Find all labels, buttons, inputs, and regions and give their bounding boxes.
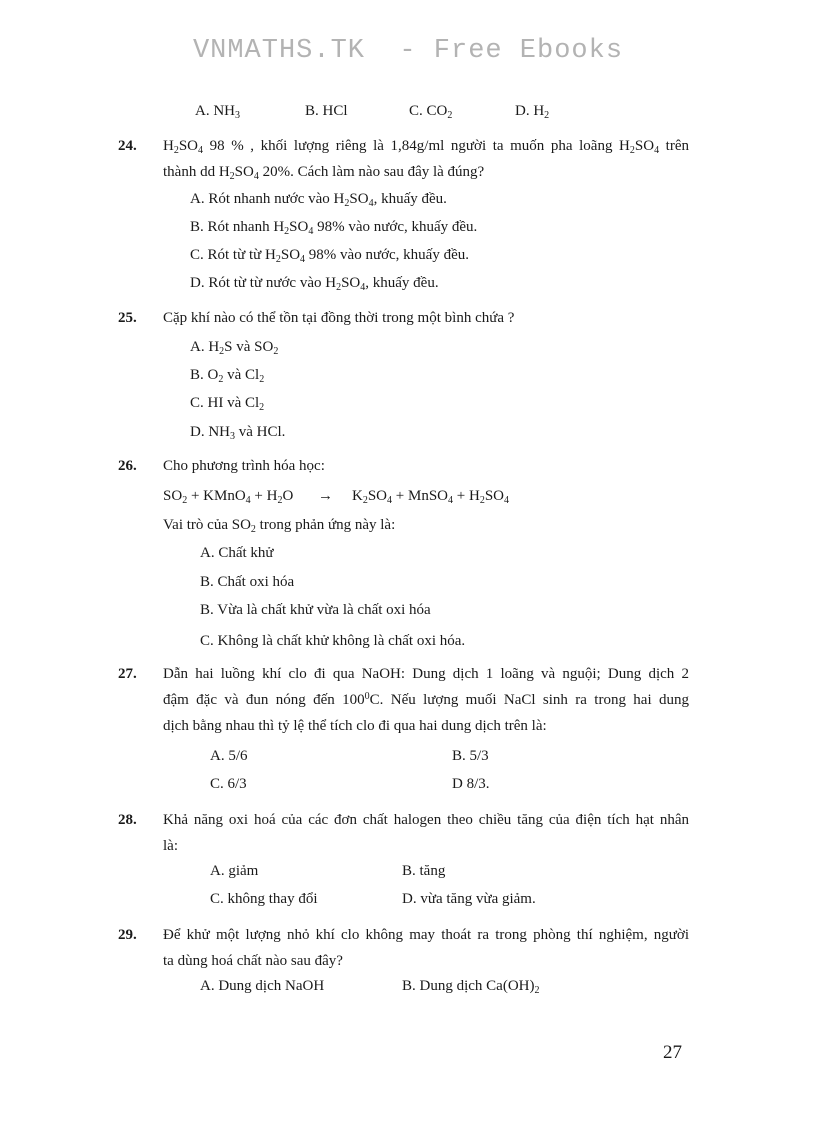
q27-option-c: C. 6/3 xyxy=(210,776,247,792)
q26-equation-arrow: → xyxy=(318,488,333,504)
q26-option-a: A. Chất khử xyxy=(200,545,274,561)
q26-equation-right: $K_2SO_4$ + MnSO$_4$ + $H_2SO_4$ xyxy=(352,488,509,506)
q23-option-a: A. $NH_3$ xyxy=(195,103,240,121)
q24-option-b: B. Rót nhanh $H_2SO_4$ 98% vào nước, khuấy đều. xyxy=(190,219,478,237)
q27-number: 27. xyxy=(118,666,137,682)
q26-option-d: C. Không là chất khử không là chất oxi hóa. xyxy=(200,633,466,649)
watermark: VNMATHS.TK - Free Ebooks xyxy=(192,36,624,66)
q26-option-c: B. Vừa là chất khử vừa là chất oxi hóa xyxy=(200,602,431,618)
q25-option-d: D. $NH_3$ và HCl. xyxy=(190,424,286,442)
q25-number: 25. xyxy=(118,310,137,326)
q24-stem: $H_2SO_4$ 98 % , khối lượng riêng là 1,84g/ml người ta muốn pha loãng $H_2SO_4$ trên thành dd $H_2SO_4$ 20%. Cách làm nào sau đây là đúng? xyxy=(163,138,690,182)
q25-option-c: C. HI và $Cl_2$ xyxy=(190,395,265,413)
q23-option-b: B. HCl xyxy=(305,103,348,119)
q25-option-a: A. $H_2S$ và $SO_2$ xyxy=(190,339,279,357)
q25-option-b: B. $O_2$ và $Cl_2$ xyxy=(190,367,265,385)
q29-option-a: A. Dung dịch NaOH xyxy=(200,978,325,994)
q28-option-a: A. giảm xyxy=(210,863,259,879)
q24-number: 24. xyxy=(118,138,137,154)
q26-number: 26. xyxy=(118,458,137,474)
q28-number: 28. xyxy=(118,812,137,828)
q26-option-b: B. Chất oxi hóa xyxy=(200,574,295,590)
q24-option-c: C. Rót từ từ $H_2SO_4$ 98% vào nước, khuấy đều. xyxy=(190,247,469,265)
q27-option-b: B. 5/3 xyxy=(452,748,489,764)
q26-stem: Cho phương trình hóa học: xyxy=(163,458,325,474)
q27-option-a: A. 5/6 xyxy=(210,748,248,764)
q27-stem: Dẫn hai luồng khí clo đi qua NaOH: Dung dịch 1 loãng và nguội; Dung dịch 2 đậm đặc và đun nóng đến $100^0C$. Nếu lượng muối NaCl sinh ra trong hai dung dịch bằng nhau thì tỷ lệ thể tích clo đi qua hai dung dịch trên là: xyxy=(163,666,689,734)
q28-option-b: B. tăng xyxy=(402,863,446,879)
q28-stem: Khả năng oxi hoá của các đơn chất halogen theo chiều tăng của điện tích hạt nhân là: xyxy=(163,812,689,854)
q28-option-c: C. không thay đổi xyxy=(210,891,318,907)
q26-role-question: Vai trò của $SO_2$ trong phản ứng này là: xyxy=(163,517,396,535)
q23-option-d: D. $H_2$ xyxy=(515,103,550,121)
q25-stem: Cặp khí nào có thể tồn tại đồng thời trong một bình chứa ? xyxy=(163,310,515,326)
q26-equation-left: $SO_2$ + KMnO$_4$ + $H_2O$ xyxy=(163,488,294,506)
q23-option-c: C. $CO_2$ xyxy=(409,103,453,121)
q28-option-d: D. vừa tăng vừa giảm. xyxy=(402,891,536,907)
q27-option-d: D 8/3. xyxy=(452,776,490,792)
q29-stem: Để khử một lượng nhỏ khí clo không may thoát ra trong phòng thí nghiệm, người ta dùng hoá chất nào sau đây? xyxy=(163,927,689,969)
q24-option-a: A. Rót nhanh nước vào $H_2SO_4$, khuấy đều. xyxy=(190,191,447,209)
page-number: 27 xyxy=(663,1042,682,1063)
q24-option-d: D. Rót từ từ nước vào $H_2SO_4$, khuấy đều. xyxy=(190,275,439,293)
q29-number: 29. xyxy=(118,927,137,943)
q29-option-b: B. Dung dịch $Ca(OH)_2$ xyxy=(402,978,540,996)
